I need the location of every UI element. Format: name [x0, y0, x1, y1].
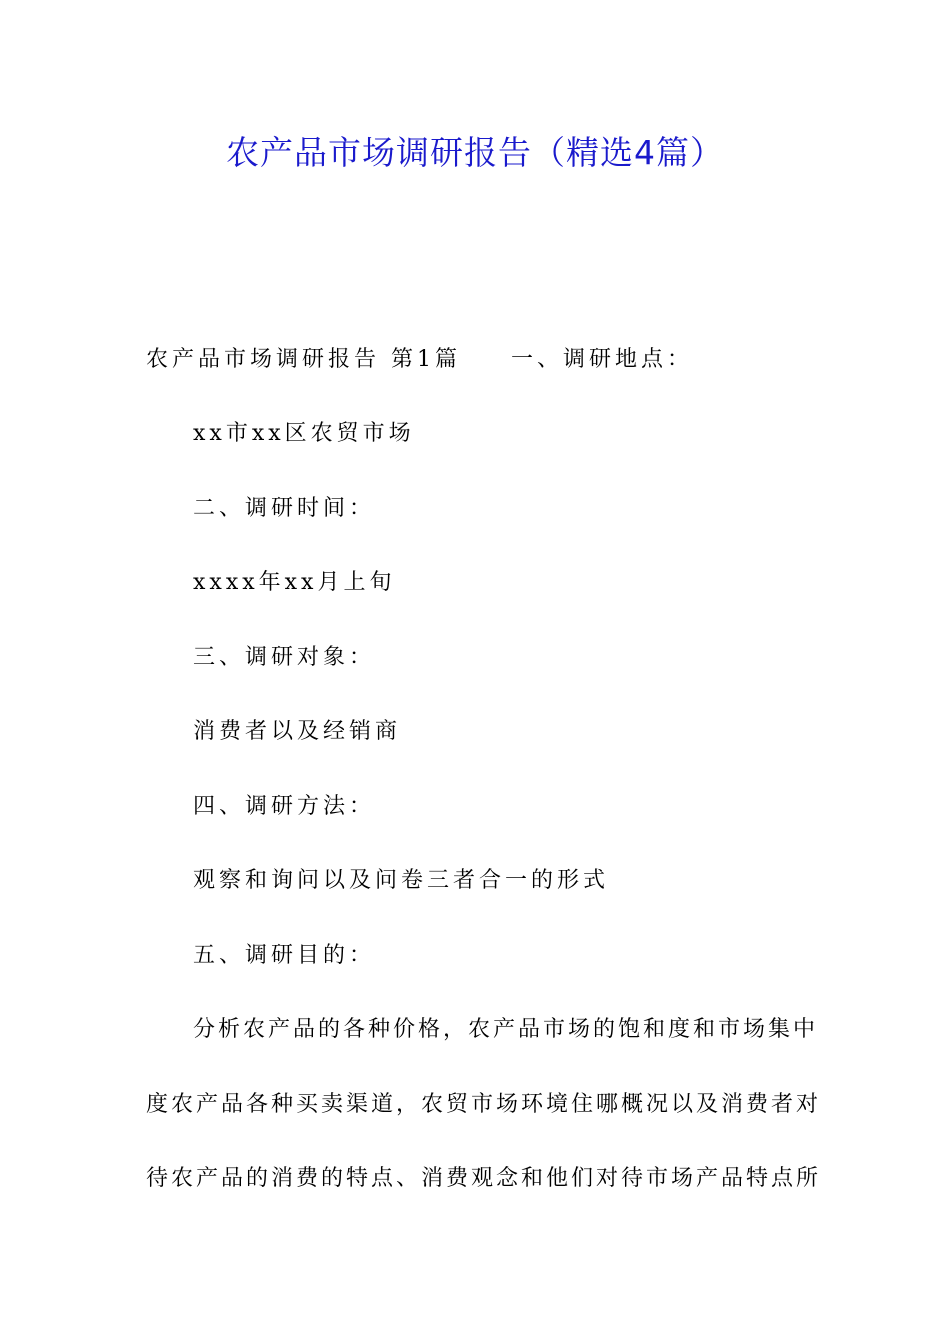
section-heading: 一、调研地点：: [511, 347, 694, 372]
method-text: 观察和询问以及问卷三者合一的形式: [193, 868, 610, 893]
section-heading: 四、调研方法：: [193, 794, 376, 819]
section-heading: 五、调研目的：: [193, 943, 376, 968]
section-heading: 三、调研对象：: [193, 645, 376, 670]
time-text: xxxx年xx月上旬: [193, 570, 396, 595]
paragraph-line: 待农产品的消费的特点、消费观念和他们对待市场产品特点所: [146, 1166, 822, 1191]
section-heading: 二、调研时间：: [193, 496, 376, 521]
target-text: 消费者以及经销商: [193, 719, 402, 744]
article-label: 农产品市场调研报告 第1篇: [146, 347, 461, 372]
document-title: 农产品市场调研报告（精选4篇）: [226, 133, 724, 172]
paragraph-line: 度农产品各种买卖渠道，农贸市场环境住哪概况以及消费者对: [146, 1092, 822, 1117]
location-text: xx市xx区农贸市场: [193, 421, 415, 446]
intro-line: [146, 344, 693, 376]
paragraph-line: 分析农产品的各种价格，农产品市场的饱和度和市场集中: [193, 1017, 819, 1042]
